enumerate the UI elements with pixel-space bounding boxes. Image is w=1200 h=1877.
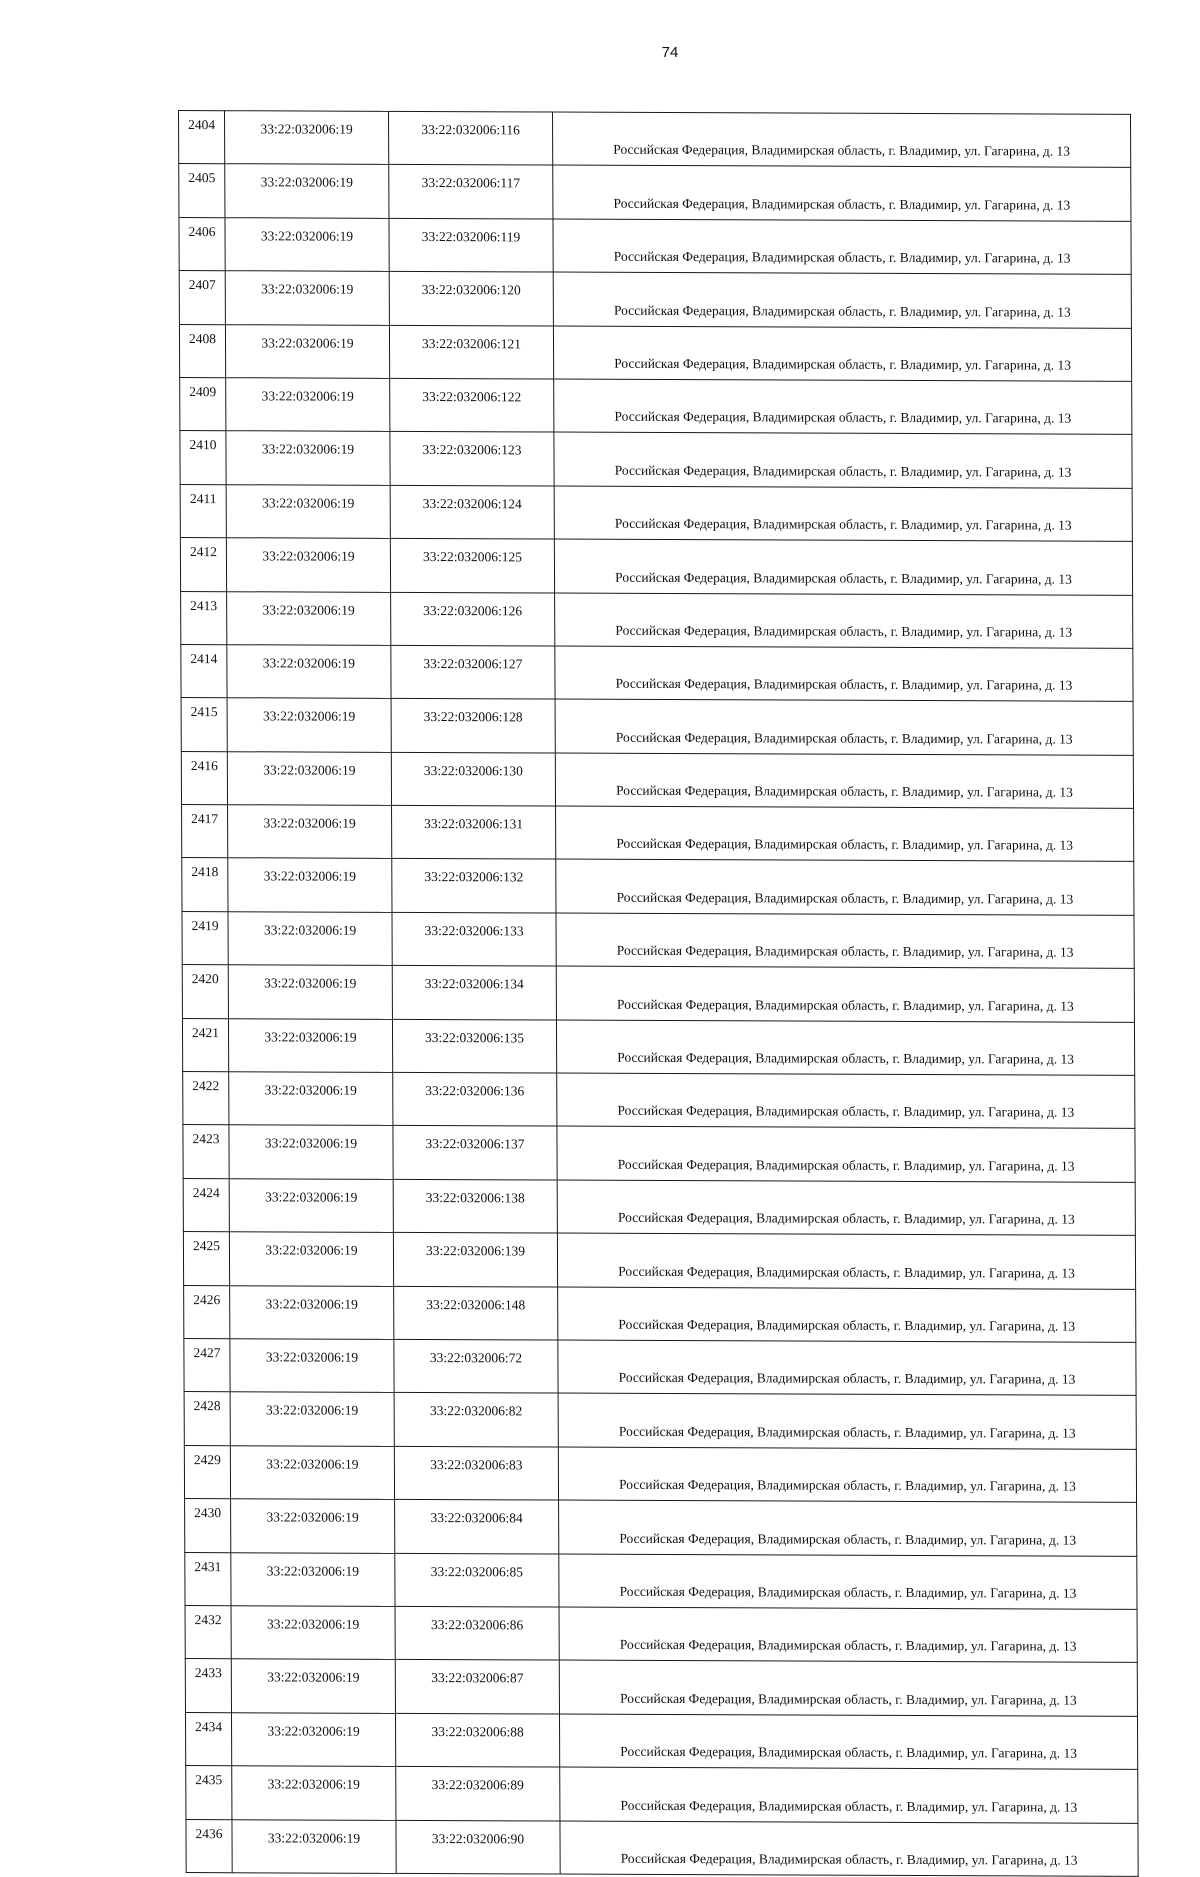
parent-parcel-cell: 33:22:032006:19 (229, 1072, 393, 1126)
table-row (185, 1552, 1137, 1609)
parent-parcel-cell: 33:22:032006:19 (225, 324, 389, 378)
cadastral-number-cell: 33:22:032006:131 (392, 805, 556, 859)
row-number-cell: 2408 (179, 324, 225, 378)
address-cell: Российская Федерация, Владимирская область, г. Владимир, ул. Гагарина, д. 13 (559, 1607, 1137, 1663)
parent-parcel-cell: 33:22:032006:19 (225, 271, 389, 325)
row-number-cell: 2404 (179, 111, 225, 165)
parent-parcel-cell: 33:22:032006:19 (230, 1285, 394, 1339)
address-cell: Российская Федерация, Владимирская область, г. Владимир, ул. Гагарина, д. 13 (556, 913, 1134, 969)
table-row (179, 324, 1131, 381)
table-row (184, 1339, 1136, 1396)
address-cell: Российская Федерация, Владимирская область, г. Владимир, ул. Гагарина, д. 13 (559, 1714, 1137, 1770)
row-number-cell: 2414 (181, 644, 227, 698)
parent-parcel-cell: 33:22:032006:19 (230, 1445, 394, 1499)
row-number-cell: 2410 (180, 431, 226, 485)
address-cell: Российская Федерация, Владимирская область, г. Владимир, ул. Гагарина, д. 13 (553, 326, 1131, 382)
cadastral-number-cell: 33:22:032006:83 (394, 1446, 558, 1500)
row-number-cell: 2428 (184, 1392, 230, 1446)
cadastral-number-cell: 33:22:032006:90 (396, 1820, 560, 1874)
parent-parcel-cell: 33:22:032006:19 (225, 164, 389, 218)
address-cell: Российская Федерация, Владимирская область, г. Владимир, ул. Гагарина, д. 13 (555, 646, 1133, 702)
parent-parcel-cell: 33:22:032006:19 (226, 431, 390, 485)
row-number-cell: 2412 (180, 538, 226, 592)
table-row (182, 858, 1134, 915)
cadastral-number-cell: 33:22:032006:119 (389, 218, 553, 272)
row-number-cell: 2429 (184, 1445, 230, 1499)
parent-parcel-cell: 33:22:032006:19 (230, 1392, 394, 1446)
cadastral-number-cell: 33:22:032006:126 (391, 592, 555, 646)
table-row (179, 164, 1131, 221)
row-number-cell: 2430 (185, 1499, 231, 1553)
cadastral-number-cell: 33:22:032006:85 (395, 1553, 559, 1607)
table-row (183, 1125, 1135, 1182)
parent-parcel-cell: 33:22:032006:19 (229, 1125, 393, 1179)
table-row (185, 1712, 1137, 1769)
parent-parcel-cell: 33:22:032006:19 (226, 378, 390, 432)
cadastral-number-cell: 33:22:032006:124 (390, 485, 554, 539)
row-number-cell: 2409 (180, 377, 226, 431)
parcel-table (178, 110, 1139, 1877)
row-number-cell: 2416 (181, 751, 227, 805)
parent-parcel-cell: 33:22:032006:19 (231, 1606, 395, 1660)
parent-parcel-cell: 33:22:032006:19 (226, 484, 390, 538)
cadastral-number-cell: 33:22:032006:116 (389, 111, 553, 165)
address-cell: Российская Федерация, Владимирская область, г. Владимир, ул. Гагарина, д. 13 (560, 1767, 1138, 1823)
row-number-cell: 2420 (182, 965, 228, 1019)
cadastral-number-cell: 33:22:032006:132 (392, 859, 556, 913)
table-row (180, 484, 1132, 541)
row-number-cell: 2407 (179, 271, 225, 325)
address-cell: Российская Федерация, Владимирская область, г. Владимир, ул. Гагарина, д. 13 (554, 379, 1132, 435)
row-number-cell: 2425 (183, 1232, 229, 1286)
row-number-cell: 2406 (179, 217, 225, 271)
address-cell: Российская Федерация, Владимирская область, г. Владимир, ул. Гагарина, д. 13 (554, 539, 1132, 595)
address-cell: Российская Федерация, Владимирская область, г. Владимир, ул. Гагарина, д. 13 (559, 1500, 1137, 1556)
address-cell: Российская Федерация, Владимирская область, г. Владимир, ул. Гагарина, д. 13 (552, 112, 1130, 168)
address-cell: Российская Федерация, Владимирская область, г. Владимир, ул. Гагарина, д. 13 (559, 1554, 1137, 1610)
address-cell: Российская Федерация, Владимирская область, г. Владимир, ул. Гагарина, д. 13 (555, 753, 1133, 809)
table-row (183, 1232, 1135, 1289)
address-cell: Российская Федерация, Владимирская область, г. Владимир, ул. Гагарина, д. 13 (560, 1821, 1138, 1877)
table-row (181, 751, 1133, 808)
address-cell: Российская Федерация, Владимирская область, г. Владимир, ул. Гагарина, д. 13 (558, 1340, 1136, 1396)
table-row (179, 271, 1131, 328)
row-number-cell: 2427 (184, 1339, 230, 1393)
cadastral-number-cell: 33:22:032006:120 (389, 272, 553, 326)
table-row (182, 965, 1134, 1022)
table-row (179, 217, 1131, 274)
parent-parcel-cell: 33:22:032006:19 (229, 1179, 393, 1233)
row-number-cell: 2413 (181, 591, 227, 645)
cadastral-number-cell: 33:22:032006:122 (390, 378, 554, 432)
address-cell: Российская Федерация, Владимирская область, г. Владимир, ул. Гагарина, д. 13 (558, 1447, 1136, 1503)
cadastral-number-cell: 33:22:032006:125 (390, 538, 554, 592)
cadastral-number-cell: 33:22:032006:123 (390, 432, 554, 486)
cadastral-number-cell: 33:22:032006:148 (394, 1286, 558, 1340)
parent-parcel-cell: 33:22:032006:19 (228, 1018, 392, 1072)
table-row (182, 805, 1134, 862)
table-row (185, 1659, 1137, 1716)
address-cell: Российская Федерация, Владимирская область, г. Владимир, ул. Гагарина, д. 13 (557, 1180, 1135, 1236)
parent-parcel-cell: 33:22:032006:19 (227, 698, 391, 752)
parent-parcel-cell: 33:22:032006:19 (232, 1819, 396, 1873)
parent-parcel-cell: 33:22:032006:19 (228, 965, 392, 1019)
cadastral-number-cell: 33:22:032006:134 (392, 966, 556, 1020)
address-cell: Российская Федерация, Владимирская область, г. Владимир, ул. Гагарина, д. 13 (554, 432, 1132, 488)
table-row (185, 1605, 1137, 1662)
row-number-cell: 2419 (182, 911, 228, 965)
table-row (183, 1072, 1135, 1129)
address-cell: Российская Федерация, Владимирская область, г. Владимир, ул. Гагарина, д. 13 (553, 219, 1131, 275)
parent-parcel-cell: 33:22:032006:19 (230, 1339, 394, 1393)
table-row (184, 1392, 1136, 1449)
parent-parcel-cell: 33:22:032006:19 (225, 111, 389, 165)
table-row (184, 1285, 1136, 1342)
row-number-cell: 2433 (185, 1659, 231, 1713)
address-cell: Российская Федерация, Владимирская область, г. Владимир, ул. Гагарина, д. 13 (555, 593, 1133, 649)
cadastral-number-cell: 33:22:032006:138 (393, 1179, 557, 1233)
row-number-cell: 2417 (182, 805, 228, 859)
parcel-table-wrapper (178, 110, 1138, 1877)
parent-parcel-cell: 33:22:032006:19 (227, 591, 391, 645)
table-row (185, 1499, 1137, 1556)
address-cell: Российская Федерация, Владимирская область, г. Владимир, ул. Гагарина, д. 13 (556, 806, 1134, 862)
cadastral-number-cell: 33:22:032006:87 (395, 1660, 559, 1714)
parent-parcel-cell: 33:22:032006:19 (227, 645, 391, 699)
row-number-cell: 2434 (185, 1712, 231, 1766)
row-number-cell: 2426 (184, 1285, 230, 1339)
address-cell: Российская Федерация, Владимирская область, г. Владимир, ул. Гагарина, д. 13 (555, 699, 1133, 755)
parent-parcel-cell: 33:22:032006:19 (229, 1232, 393, 1286)
cadastral-number-cell: 33:22:032006:84 (395, 1500, 559, 1554)
address-cell: Российская Федерация, Владимирская область, г. Владимир, ул. Гагарина, д. 13 (556, 859, 1134, 915)
row-number-cell: 2435 (186, 1766, 232, 1820)
address-cell: Российская Федерация, Владимирская область, г. Владимир, ул. Гагарина, д. 13 (557, 1126, 1135, 1182)
cadastral-number-cell: 33:22:032006:127 (391, 645, 555, 699)
address-cell: Российская Федерация, Владимирская область, г. Владимир, ул. Гагарина, д. 13 (553, 165, 1131, 221)
cadastral-number-cell: 33:22:032006:117 (389, 165, 553, 219)
parent-parcel-cell: 33:22:032006:19 (231, 1499, 395, 1553)
address-cell: Российская Федерация, Владимирская область, г. Владимир, ул. Гагарина, д. 13 (557, 1233, 1135, 1289)
table-row (180, 538, 1132, 595)
cadastral-number-cell: 33:22:032006:72 (394, 1339, 558, 1393)
address-cell: Российская Федерация, Владимирская область, г. Владимир, ул. Гагарина, д. 13 (556, 1020, 1134, 1076)
table-row (184, 1445, 1136, 1502)
row-number-cell: 2432 (185, 1605, 231, 1659)
cadastral-number-cell: 33:22:032006:128 (391, 699, 555, 753)
row-number-cell: 2411 (180, 484, 226, 538)
parent-parcel-cell: 33:22:032006:19 (227, 751, 391, 805)
address-cell: Российская Федерация, Владимирская область, г. Владимир, ул. Гагарина, д. 13 (554, 486, 1132, 542)
cadastral-number-cell: 33:22:032006:89 (396, 1766, 560, 1820)
page-number: 74 (661, 44, 679, 61)
table-row (186, 1819, 1138, 1876)
cadastral-number-cell: 33:22:032006:137 (393, 1126, 557, 1180)
address-cell: Российская Федерация, Владимирская область, г. Владимир, ул. Гагарина, д. 13 (559, 1660, 1137, 1716)
parent-parcel-cell: 33:22:032006:19 (225, 217, 389, 271)
cadastral-number-cell: 33:22:032006:139 (393, 1233, 557, 1287)
table-row (181, 644, 1133, 701)
parent-parcel-cell: 33:22:032006:19 (226, 538, 390, 592)
table-row (180, 377, 1132, 434)
cadastral-number-cell: 33:22:032006:135 (392, 1019, 556, 1073)
parent-parcel-cell: 33:22:032006:19 (231, 1552, 395, 1606)
parent-parcel-cell: 33:22:032006:19 (232, 1766, 396, 1820)
row-number-cell: 2424 (183, 1178, 229, 1232)
table-row (182, 911, 1134, 968)
table-row (180, 431, 1132, 488)
row-number-cell: 2421 (182, 1018, 228, 1072)
address-cell: Российская Федерация, Владимирская область, г. Владимир, ул. Гагарина, д. 13 (557, 1073, 1135, 1129)
cadastral-number-cell: 33:22:032006:136 (393, 1072, 557, 1126)
row-number-cell: 2418 (182, 858, 228, 912)
parent-parcel-cell: 33:22:032006:19 (231, 1659, 395, 1713)
parent-parcel-cell: 33:22:032006:19 (228, 858, 392, 912)
cadastral-number-cell: 33:22:032006:133 (392, 912, 556, 966)
table-row (181, 591, 1133, 648)
row-number-cell: 2415 (181, 698, 227, 752)
parent-parcel-cell: 33:22:032006:19 (231, 1712, 395, 1766)
address-cell: Российская Федерация, Владимирская область, г. Владимир, ул. Гагарина, д. 13 (553, 272, 1131, 328)
table-row (186, 1766, 1138, 1823)
table-row (182, 1018, 1134, 1075)
table-row (183, 1178, 1135, 1235)
cadastral-number-cell: 33:22:032006:121 (389, 325, 553, 379)
cadastral-number-cell: 33:22:032006:130 (391, 752, 555, 806)
cadastral-number-cell: 33:22:032006:86 (395, 1606, 559, 1660)
row-number-cell: 2431 (185, 1552, 231, 1606)
row-number-cell: 2422 (183, 1072, 229, 1126)
table-row (179, 111, 1131, 168)
address-cell: Российская Федерация, Владимирская область, г. Владимир, ул. Гагарина, д. 13 (558, 1393, 1136, 1449)
parent-parcel-cell: 33:22:032006:19 (228, 805, 392, 859)
parent-parcel-cell: 33:22:032006:19 (228, 912, 392, 966)
cadastral-number-cell: 33:22:032006:88 (395, 1713, 559, 1767)
table-row (181, 698, 1133, 755)
row-number-cell: 2423 (183, 1125, 229, 1179)
address-cell: Российская Федерация, Владимирская область, г. Владимир, ул. Гагарина, д. 13 (558, 1287, 1136, 1343)
parcel-table-body (179, 111, 1139, 1877)
row-number-cell: 2436 (186, 1819, 232, 1873)
cadastral-number-cell: 33:22:032006:82 (394, 1393, 558, 1447)
address-cell: Российская Федерация, Владимирская область, г. Владимир, ул. Гагарина, д. 13 (556, 966, 1134, 1022)
row-number-cell: 2405 (179, 164, 225, 218)
